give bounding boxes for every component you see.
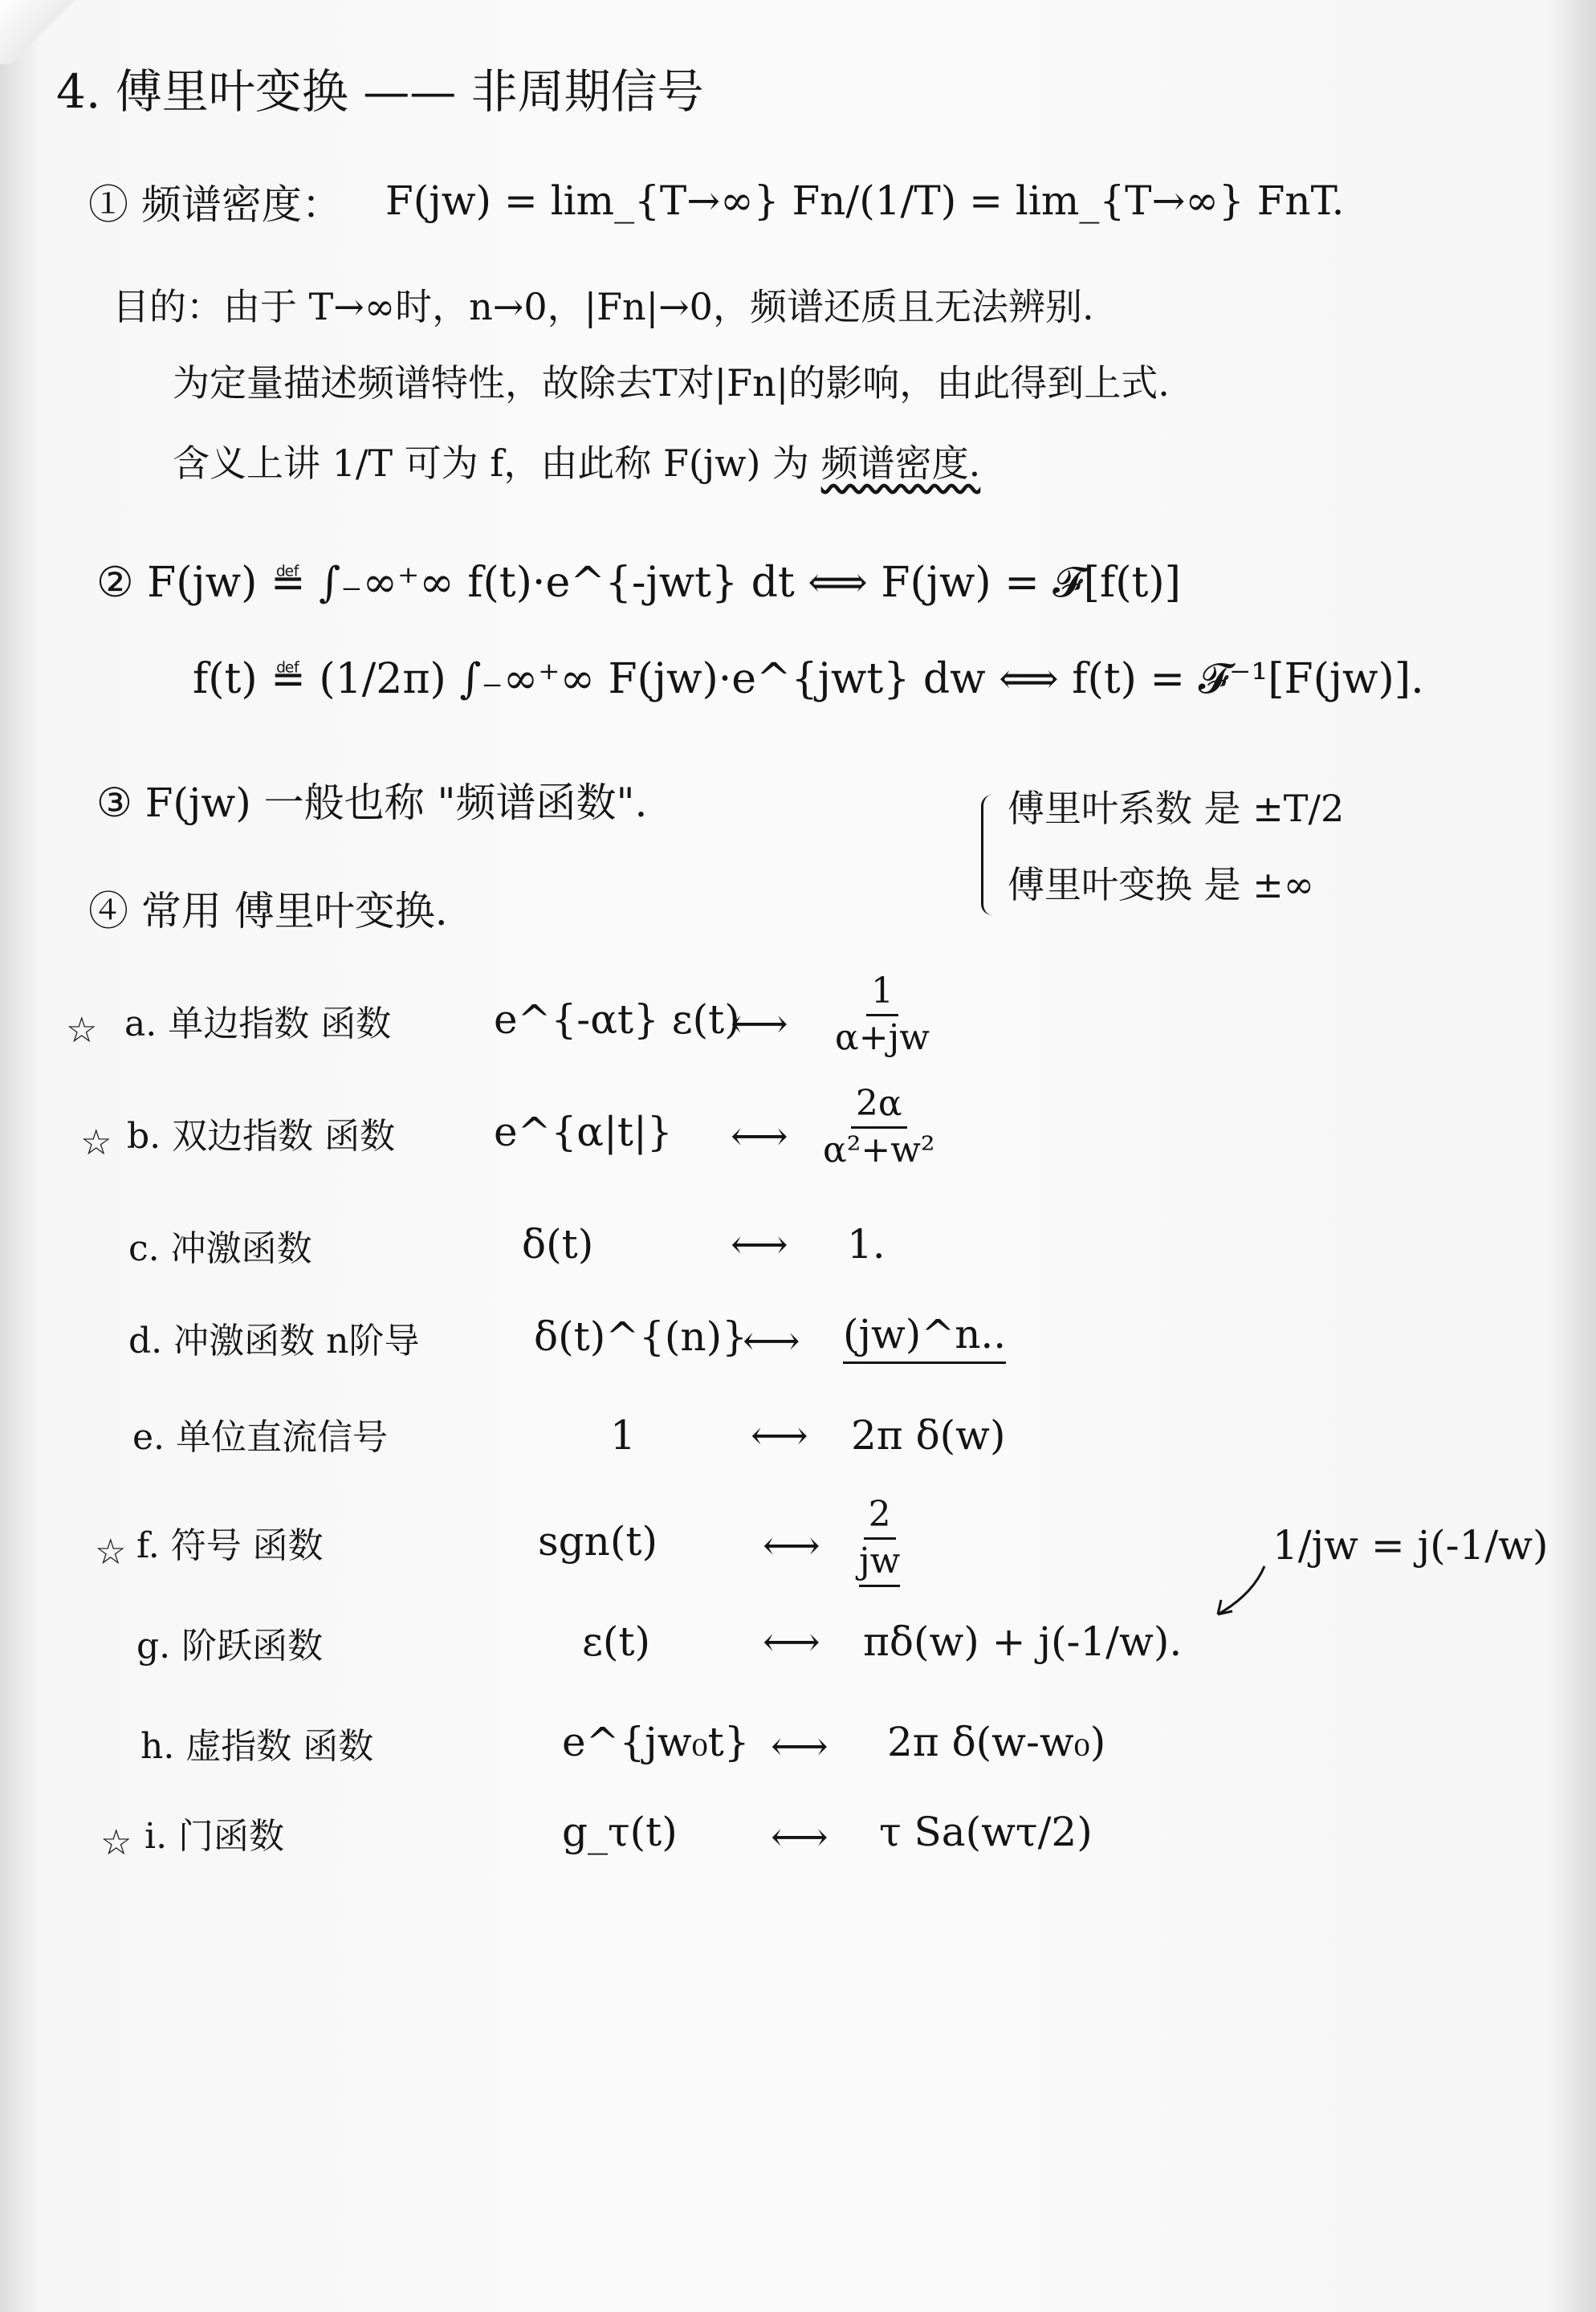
purpose-line-3	[173, 442, 980, 486]
transform-signal: e^{jw₀t}	[562, 1719, 750, 1765]
curved-arrow-icon	[1208, 1561, 1272, 1626]
transform-arrow: ⟷	[763, 1522, 820, 1569]
transform-arrow: ⟷	[771, 1723, 829, 1769]
purpose-line-1: 目的：由于 T→∞时，n→0，|Fn|→0，频谱还质且无法辨别.	[112, 285, 1094, 328]
page-corner-fold	[0, 0, 88, 64]
transform-arrow: ⟷	[763, 1618, 820, 1665]
fraction-denominator: α²+w²	[823, 1129, 935, 1170]
spectral-density-heading: ① 频谱密度：	[88, 181, 342, 228]
transform-arrow: ⟷	[743, 1317, 800, 1364]
transform-result-fraction	[823, 1084, 935, 1170]
transform-signal: g_τ(t)	[562, 1809, 678, 1855]
transform-label: h. 虚指数 函数	[140, 1726, 374, 1767]
page-title: 4. 傅里叶变换 —— 非周期信号	[56, 64, 704, 119]
transform-label: f. 符号 函数	[136, 1525, 324, 1566]
transform-result: (jw)^n..	[843, 1310, 1006, 1364]
side-note-transform-range: 傅里叶变换 是 ±∞	[1008, 863, 1315, 906]
transform-result-fraction	[859, 1495, 900, 1587]
transform-label: b. 双边指数 函数	[127, 1116, 396, 1157]
transform-signal: δ(t)	[522, 1221, 594, 1268]
purpose-line-2: 为定量描述频谱特性，故除去T对|Fn|的影响，由此得到上式.	[173, 361, 1170, 405]
transform-result: 2π δ(w-w₀)	[887, 1719, 1106, 1765]
fraction-numerator: 2	[864, 1495, 896, 1540]
transform-label: c. 冲激函数	[128, 1228, 312, 1269]
transform-label: g. 阶跃函数	[136, 1626, 324, 1667]
transform-label: a. 单边指数 函数	[124, 1003, 392, 1044]
transform-result: 2π δ(w)	[851, 1412, 1006, 1459]
star-mark: ☆	[66, 1010, 98, 1051]
spectral-density-term: 频谱密度.	[820, 442, 981, 485]
transform-result: τ Sa(wτ/2)	[879, 1809, 1093, 1855]
transform-arrow: ⟷	[731, 1221, 788, 1268]
star-mark: ☆	[100, 1822, 132, 1863]
transform-signal: sgn(t)	[538, 1518, 658, 1565]
spectral-density-formula: F(jw) = lim_{T→∞} Fn/(1/T) = lim_{T→∞} FnT.	[385, 177, 1345, 224]
transform-result: 1.	[847, 1221, 886, 1268]
sgn-side-note: 1/jw = j(-1/w)	[1272, 1522, 1549, 1569]
transform-arrow: ⟷	[751, 1412, 808, 1459]
transform-signal: ε(t)	[582, 1618, 651, 1665]
purpose-line-3-text: 含义上讲 1/T 可为 f，由此称 F(jw) 为	[173, 442, 810, 485]
fraction-numerator: 2α	[851, 1084, 907, 1129]
transform-arrow: ⟷	[731, 1000, 788, 1047]
common-transforms-heading: ④ 常用 傅里叶变换.	[88, 888, 448, 934]
transform-arrow: ⟷	[731, 1113, 788, 1159]
star-mark: ☆	[80, 1122, 112, 1163]
transform-signal: δ(t)^{(n)}	[534, 1313, 747, 1360]
fourier-transform-definition: ② F(jw) ≝ ∫₋∞⁺∞ f(t)·e^{-jwt} dt ⟺ F(jw) = 𝓕[f(t)]	[96, 559, 1181, 607]
note-brace	[981, 795, 996, 915]
transform-label: i. 门函数	[145, 1816, 285, 1857]
fraction-denominator: jw	[859, 1540, 900, 1588]
transform-signal: e^{-αt} ε(t)	[494, 996, 740, 1043]
transform-label: e. 单位直流信号	[132, 1417, 389, 1458]
spectral-function-note: ③ F(jw) 一般也称 "频谱函数".	[96, 779, 648, 826]
star-mark: ☆	[95, 1532, 127, 1573]
inverse-fourier-transform-definition: f(t) ≝ (1/2π) ∫₋∞⁺∞ F(jw)·e^{jwt} dw ⟺ f(t) = 𝓕⁻¹[F(jw)].	[193, 655, 1424, 703]
transform-label: d. 冲激函数 n阶导	[128, 1321, 420, 1362]
transform-signal: e^{α|t|}	[494, 1109, 673, 1155]
transform-signal: 1	[610, 1412, 636, 1459]
side-note-coefficient-range: 傅里叶系数 是 ±T/2	[1008, 787, 1345, 830]
transform-result-fraction	[835, 971, 930, 1058]
fraction-numerator: 1	[866, 971, 898, 1016]
transform-result: πδ(w) + j(-1/w).	[863, 1618, 1183, 1665]
transform-arrow: ⟷	[771, 1813, 829, 1860]
fraction-denominator: α+jw	[835, 1016, 930, 1058]
